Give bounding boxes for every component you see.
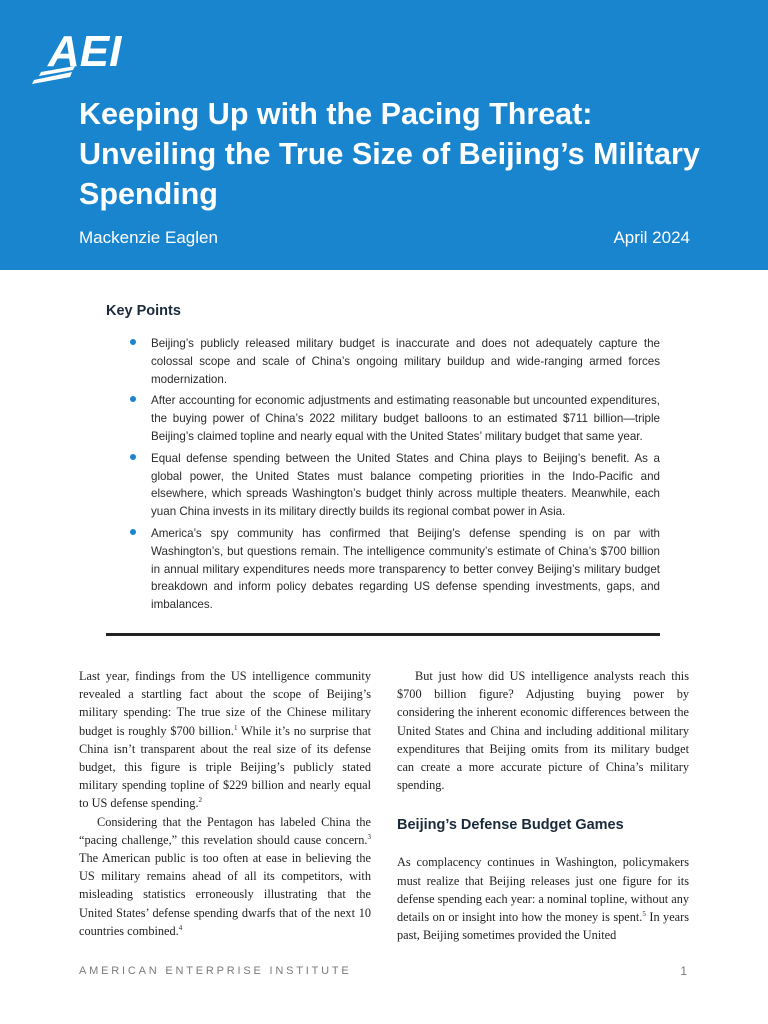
key-point-item (130, 450, 660, 521)
bullet-icon (130, 396, 136, 402)
footnote-ref[interactable]: 4 (178, 923, 183, 932)
key-point-text: America’s spy community has confirmed that Beijing’s defense spending is on par with Washington’s, but questions remain. The intelligence community’s estimate of China’s $700 billion in annual military expenditures needs more transparency to better convey Beijing’s military budget breakdown and inform policy debates regarding US defense spending investments, gaps, and imbalances. (151, 526, 660, 612)
publication-date: April 2024 (613, 228, 690, 247)
body-paragraph: As complacency continues in Washington, policymakers must realize that Beijing releases just one figure for its defense spending each year: a nominal topline, without any details on or insight into how the money is spent.$^5$ In years past, Beijing sometimes provided the United (397, 855, 689, 943)
bullet-icon (130, 529, 136, 535)
body-column-left (79, 667, 371, 940)
key-point-item (130, 525, 660, 614)
section-divider (106, 633, 660, 636)
aei-logo (32, 28, 142, 84)
logo-text: AEI (48, 28, 122, 76)
bullet-icon (130, 454, 136, 460)
key-point-text: After accounting for economic adjustments and estimating reasonable but uncounted expenditures, the buying power of China’s 2022 military budget balloons to an estimated $711 billion—triple Beijing’s claimed topline and nearly equal with the United States’ military budget that same year. (151, 394, 660, 443)
key-point-item (130, 335, 660, 388)
footnote-ref[interactable]: 5 (642, 909, 646, 918)
footnote-ref[interactable]: 3 (367, 832, 371, 841)
report-title: Keeping Up with the Pacing Threat: Unveiling the True Size of Beijing’s Military Spending (79, 97, 700, 211)
body-column-right (397, 667, 689, 944)
key-point-item (130, 392, 660, 445)
key-points-list (130, 335, 660, 618)
author-name: Mackenzie Eaglen (79, 228, 218, 247)
footnote-ref[interactable]: 2 (198, 796, 203, 805)
body-paragraph: But just how did US intelligence analysts reach this $700 billion figure? Adjusting buying power by considering the inherent economic differences between the United States and China and including additional military expenditures that Beijing omits from its military budget can create a more accurate picture of China’s military spending. (397, 669, 689, 793)
footer-organization: AMERICAN ENTERPRISE INSTITUTE (79, 965, 352, 977)
key-point-text: Equal defense spending between the United States and China plays to Beijing’s benefit. As a global power, the United States must balance competing priorities in the Indo-Pacific and elsewhere, which spreads Washington’s budget thinly across multiple theaters. Meanwhile, each yuan China invests in its military directly builds its regional combat power in Asia. (151, 451, 660, 519)
body-paragraph: Considering that the Pentagon has labeled China the “pacing challenge,” this revelation should cause concern.$^3$ The American public is too often at ease in believing the US military remains ahead of all its competitors, with misleading statistics erroneously illustrating that the United States’ defense spending dwarfs that of the next 10 countries combined.$^4$ (79, 814, 371, 938)
key-point-text: Beijing’s publicly released military budget is inaccurate and does not adequately capture the colossal scope and scale of China’s ongoing military buildup and wide-ranging armed forces modernization. (151, 337, 660, 386)
report-header (0, 0, 768, 270)
body-paragraph: Last year, findings from the US intelligence community revealed a startling fact about the scope of Beijing’s military spending: The true size of the Chinese military budget is roughly $700 billion.$^1$ While it’s no surprise that China isn’t transparent about the real size of its defense budget, this figure is triple Beijing’s publicly stated military spending topline of $229 billion and nearly equal to US defense spending.$^2$ (79, 669, 371, 811)
key-points-heading: Key Points (106, 303, 181, 319)
footnote-ref[interactable]: 1 (233, 723, 238, 732)
section-heading: Beijing’s Defense Budget Games (397, 817, 624, 834)
page-number: 1 (680, 964, 687, 978)
bullet-icon (130, 339, 136, 345)
